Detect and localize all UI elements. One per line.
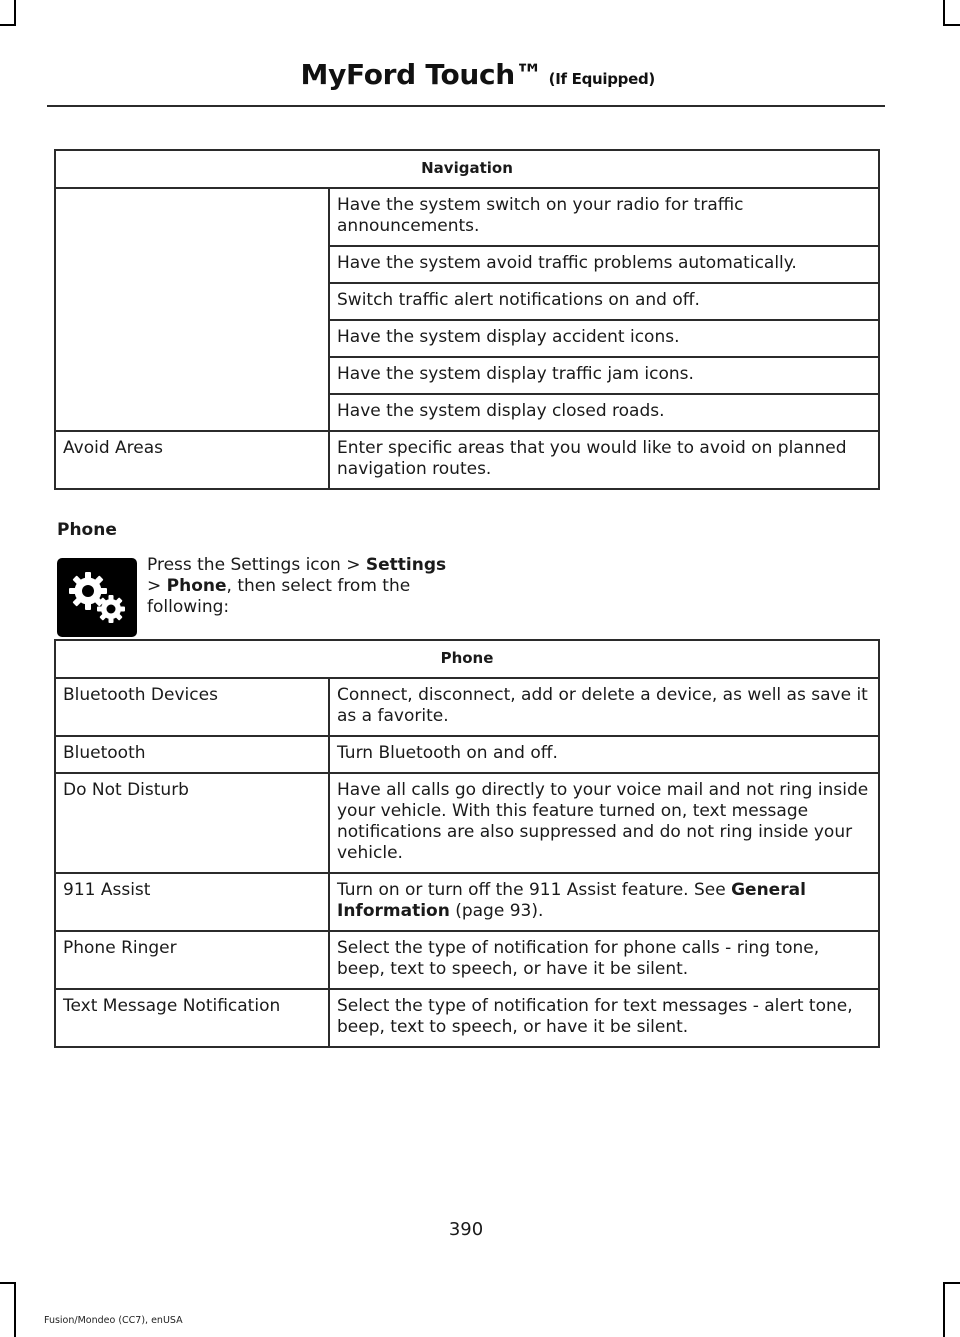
table-row [55, 931, 879, 989]
table-cell-label: Avoid Areas [55, 431, 329, 489]
page-reference: (page 93). [449, 901, 544, 921]
table-row [55, 873, 879, 931]
crop-mark [0, 1282, 16, 1284]
navigation-table [54, 149, 880, 490]
header-title-text: MyFord Touch™ [300, 58, 543, 91]
phone-table [54, 639, 880, 1048]
table-row [55, 678, 879, 736]
description-text: Turn on or turn off the 911 Assist feature. See [337, 880, 732, 900]
table-cell-description: Have the system display traffic jam icons. [329, 357, 879, 394]
table-cell-description: Have the system display closed roads. [329, 394, 879, 431]
table-cell-label: Do Not Disturb [55, 773, 329, 873]
intro-settings-term: Settings [365, 555, 447, 575]
table-cell-label: Text Message Notification [55, 989, 329, 1047]
crop-mark [0, 24, 16, 26]
table-cell-description: Select the type of notification for phone calls - ring tone, beep, text to speech, or have it be silent. [329, 931, 879, 989]
cross-reference-link[interactable]: General Information [337, 880, 806, 921]
table-cell-label: Bluetooth Devices [55, 678, 329, 736]
settings-gear-icon [57, 558, 137, 637]
crop-mark [943, 24, 960, 26]
table-cell-description: Enter specific areas that you would like to avoid on planned navigation routes. [329, 431, 879, 489]
crop-mark [14, 0, 16, 26]
table-heading: Navigation [55, 150, 879, 188]
table-cell-label: 911 Assist [55, 873, 329, 931]
table-cell-label: Phone Ringer [55, 931, 329, 989]
intro-phone-term: Phone [166, 576, 227, 596]
table-cell-description: Have the system display accident icons. [329, 320, 879, 357]
footer-text: Fusion/Mondeo (CC7), enUSA [44, 1315, 183, 1326]
section-heading-phone: Phone [57, 520, 117, 540]
table-cell-label [55, 188, 329, 431]
table-cell-description [329, 873, 879, 931]
table-cell-description: Have all calls go directly to your voice mail and not ring inside your vehicle. With this feature turned on, text message notifications are also suppressed and do not ring inside your vehicle. [329, 773, 879, 873]
table-cell-description: Switch traffic alert notifications on and off. [329, 283, 879, 320]
crop-mark [943, 0, 945, 26]
table-row [55, 431, 879, 489]
header-rule [47, 105, 885, 107]
phone-intro-text [147, 555, 447, 618]
intro-text-end: , then select from the following: [147, 576, 411, 617]
table-header-row [55, 150, 879, 188]
crop-mark [943, 1282, 945, 1337]
crop-mark [14, 1282, 16, 1337]
table-cell-description: Have the system avoid traffic problems automatically. [329, 246, 879, 283]
header-title-suffix: (If Equipped) [548, 70, 655, 88]
table-row [55, 773, 879, 873]
page-number: 390 [448, 1219, 484, 1240]
table-cell-label: Bluetooth [55, 736, 329, 773]
table-row [55, 736, 879, 773]
crop-mark [943, 1282, 960, 1284]
table-header-row [55, 640, 879, 678]
intro-separator: > [147, 576, 167, 596]
table-heading: Phone [55, 640, 879, 678]
table-cell-description: Turn Bluetooth on and off. [329, 736, 879, 773]
table-cell-description: Connect, disconnect, add or delete a device, as well as save it as a favorite. [329, 678, 879, 736]
page-header-title [301, 58, 655, 91]
table-row [55, 188, 879, 246]
table-row [55, 989, 879, 1047]
table-cell-description: Have the system switch on your radio for traffic announcements. [329, 188, 879, 246]
table-cell-description: Select the type of notification for text messages - alert tone, beep, text to speech, or have it be silent. [329, 989, 879, 1047]
intro-text: Press the Settings icon > [147, 555, 366, 575]
